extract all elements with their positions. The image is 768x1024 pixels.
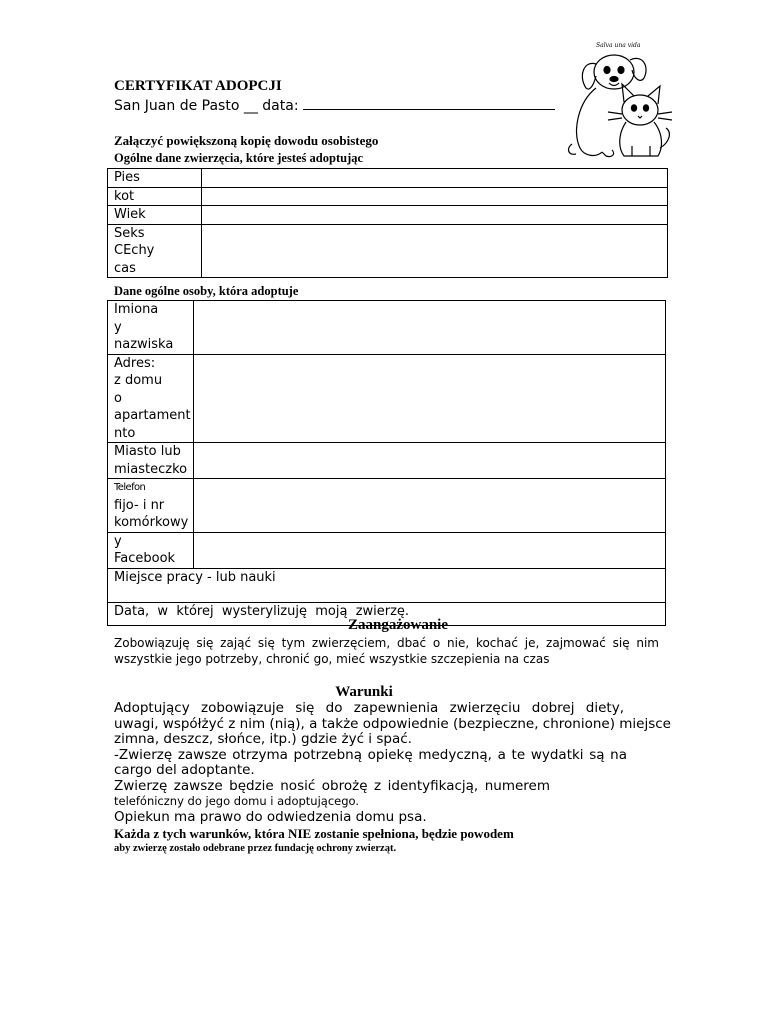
table-row [108, 169, 668, 188]
commitment-line: Zobowiązuję się zająć się tym zwierzęciem, dbać o nie, kochać je, zajmować się nim [114, 636, 659, 650]
logo-caption: Salva una vida [596, 42, 641, 49]
place-date-line [114, 96, 555, 114]
label-line: z domu [114, 373, 163, 388]
label-line: y [114, 319, 122, 335]
conditions-title: Warunki [335, 684, 393, 700]
row-label-cat: kot [108, 187, 202, 206]
label-line: miasteczko [114, 461, 188, 477]
adopter-data-table [107, 300, 666, 626]
phone-field[interactable] [194, 479, 666, 533]
place-date-label: San Juan de Pasto __ data: [114, 98, 299, 114]
age-field[interactable] [202, 206, 668, 225]
address-field[interactable] [194, 354, 666, 443]
cat-field[interactable] [202, 187, 668, 206]
table-row [108, 187, 668, 206]
animal-section-heading: Ogólne dane zwierzęcia, które jesteś adoptując [114, 151, 364, 165]
conditions-warning-1: Każda z tych warunków, która NIE zostanie spełniona, będzie powodem [114, 826, 514, 841]
workplace-label: Miejsce pracy - lub nauki [114, 569, 276, 585]
animal-data-table [107, 168, 668, 278]
conditions-warning-2: aby zwierzę zostało odebrane przez fundację ochrony zwierząt. [114, 843, 397, 854]
row-label-sex-features [108, 224, 202, 278]
row-label-city [108, 443, 194, 479]
row-label-name [108, 301, 194, 355]
city-field[interactable] [194, 443, 666, 479]
page-title: CERTYFIKAT ADOPCJI [114, 78, 282, 94]
commitment-title: Zaangażowanie [347, 617, 448, 633]
sterilization-label: Data, w której wysterylizuję moją zwierzę. [114, 603, 410, 619]
dog-field[interactable] [202, 169, 668, 188]
workplace-field[interactable] [108, 568, 666, 602]
dog-cat-illustration [562, 36, 676, 164]
condition-line: Opiekun ma prawo do odwiedzenia domu psa. [114, 808, 427, 825]
dog-cat-logo [562, 36, 676, 164]
label-line: Miasto lub [114, 444, 181, 459]
table-row [108, 568, 666, 602]
table-row [108, 224, 668, 278]
row-label-age: Wiek [108, 206, 202, 225]
attach-id-note: Załączyć powiększoną kopię dowodu osobistego [114, 133, 379, 148]
condition-line: telefóniczny do jego domu i adoptującego. [114, 794, 360, 808]
row-label-phone [108, 479, 194, 533]
label-line: komórkowy [114, 515, 189, 530]
label-line: y [114, 533, 122, 549]
facebook-field[interactable] [194, 532, 666, 568]
label-line: fijo- i nr [114, 497, 165, 513]
condition-line: uwagi, współżyć z nim (nią), a także odpowiednie (bezpieczne, chronione) miejsce [114, 715, 671, 732]
commitment-text [114, 635, 659, 667]
row-label-address [108, 354, 194, 443]
condition-line: cargo del adoptante. [114, 762, 255, 778]
label-line: Imiona [114, 302, 159, 317]
label-line: o [114, 390, 122, 406]
condition-line: Zwierzę zawsze będzie nosić obrożę z identyfikacją, numerem [114, 777, 550, 794]
sex-features-field[interactable] [202, 224, 668, 278]
conditions-text [114, 701, 674, 825]
label-line: Telefon [114, 482, 146, 493]
condition-line: Adoptujący zobowiązuje się do zapewnienia zwierzęciu dobrej diety, [114, 700, 624, 716]
table-row [108, 532, 666, 568]
label-line: Seks [114, 225, 145, 241]
person-section-heading: Dane ogólne osoby, która adoptuje [114, 284, 299, 298]
table-row [108, 443, 666, 479]
commitment-line: wszystkie jego potrzeby, chronić go, mieć wszystkie szczepienia na czas [114, 652, 550, 666]
table-row [108, 301, 666, 355]
row-label-dog: Pies [108, 169, 202, 188]
label-line: Facebook [114, 551, 176, 566]
date-blank-line [303, 96, 555, 110]
row-label-facebook [108, 532, 194, 568]
table-row [108, 354, 666, 443]
label-line: nazwiska [114, 337, 174, 352]
label-line: nto [114, 425, 136, 441]
label-line: Adres: [114, 355, 156, 371]
label-line: CEchy [114, 243, 155, 258]
condition-line: zimna, deszcz, słońce, itp.) gdzie żyć i spać. [114, 731, 412, 747]
table-row [108, 206, 668, 225]
table-row [108, 479, 666, 533]
label-line: cas [114, 260, 136, 276]
condition-line: -Zwierzę zawsze otrzyma potrzebną opiekę medyczną, a te wydatki są na [114, 746, 627, 763]
name-field[interactable] [194, 301, 666, 355]
label-line: apartament [114, 408, 191, 423]
